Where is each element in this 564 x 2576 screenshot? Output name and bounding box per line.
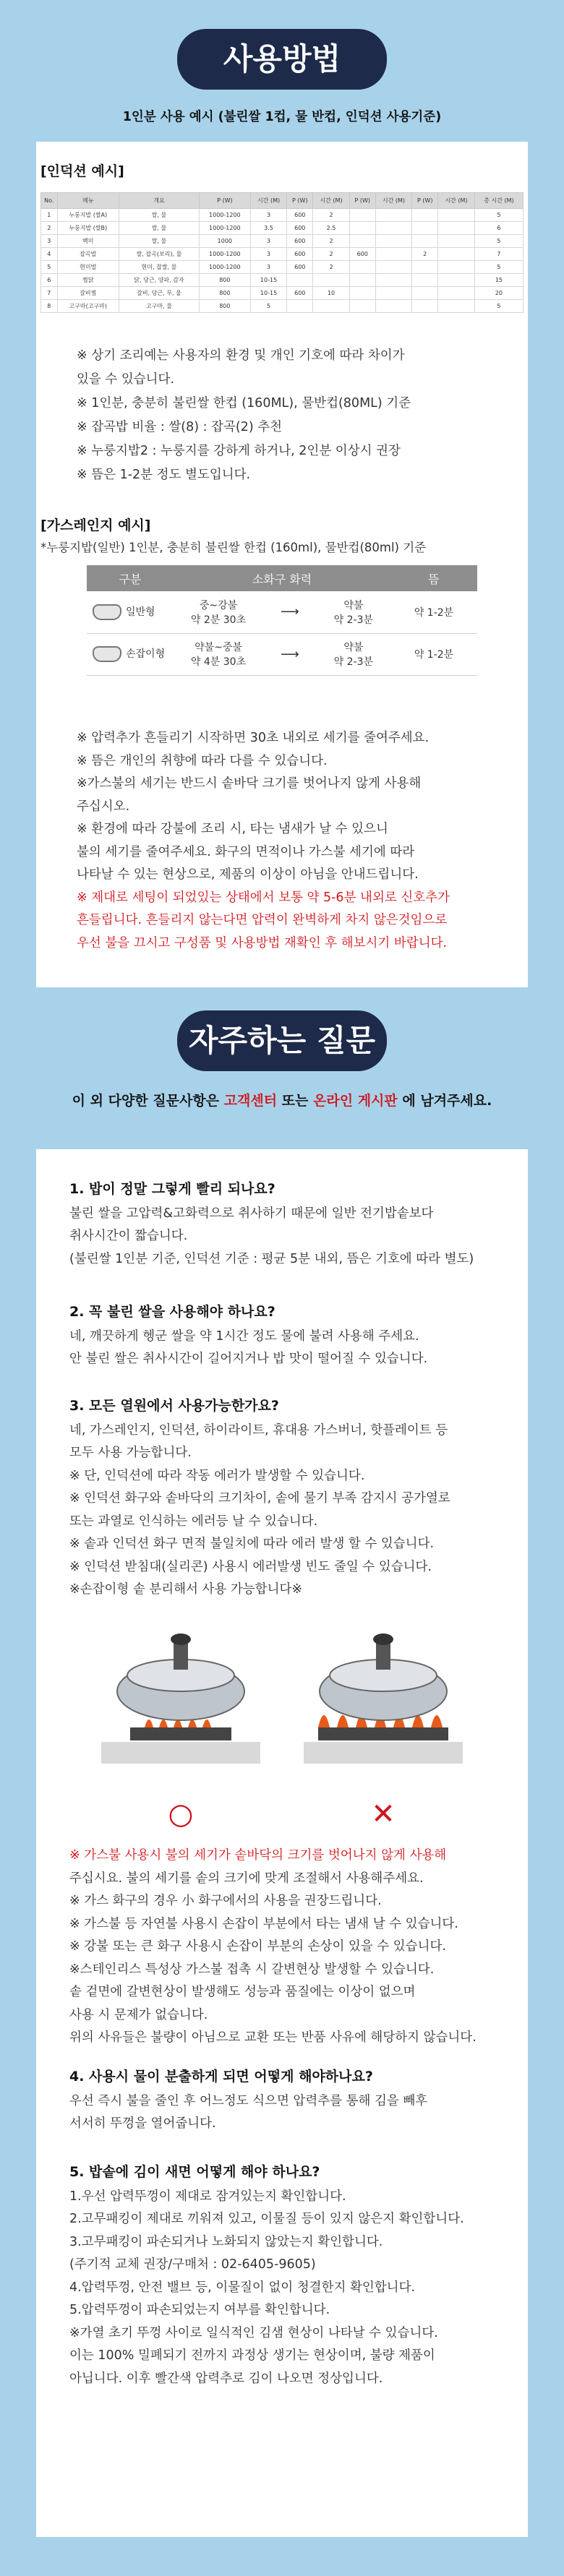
table-cell: 누룽지밥 (쌀A) xyxy=(57,209,119,222)
faq-answer-line: ※ 단, 인덕션에 따라 작동 에러가 발생할 수 있습니다. xyxy=(69,1468,365,1483)
cooker-note-line: 사용 시 문제가 없습니다. xyxy=(69,2007,208,2022)
faq-lead-text: 이 외 다양한 질문사항은 xyxy=(72,1093,224,1109)
gas-note-line: ※ 압력추가 흔들리기 시작하면 30초 내외로 세기를 줄여주세요. xyxy=(77,731,430,745)
table-cell: 600 xyxy=(287,209,313,222)
table-cell: 닭, 당근, 양파, 감자 xyxy=(119,274,199,287)
faq-answer-line: 우선 즉시 불을 줄인 후 어느정도 식으면 압력추를 통해 김을 빼후 xyxy=(69,2093,428,2108)
cooker-wrong-illustration xyxy=(304,1619,463,1771)
induction-notes xyxy=(77,344,411,487)
gas-note-line: 흔들립니다. 흔들리지 않는다면 압력이 완벽하게 차지 않은것임으로 xyxy=(77,913,448,927)
faq-question: 1. 밥이 정말 그렇게 빨리 되나요? xyxy=(69,1181,275,1197)
faq-lead-text: 또는 xyxy=(277,1093,314,1109)
table-cell: 2.5 xyxy=(313,222,350,235)
table-cell: 쌀, 잡곡(보리), 물 xyxy=(119,248,199,261)
table-row xyxy=(41,261,524,274)
faq-question: 4. 사용시 물이 분출하게 되면 어떻게 해야하나요? xyxy=(69,2069,373,2085)
table-cell: 2 xyxy=(313,209,350,222)
table-cell: 갈비찜 xyxy=(57,287,119,300)
table-cell: 8 xyxy=(41,300,58,313)
table-cell: 누룽지밥 (쌀B) xyxy=(57,222,119,235)
table-cell: 600 xyxy=(349,248,375,261)
table-cell: 1000-1200 xyxy=(200,222,251,235)
cooker-note-line: 위의 사유들은 불량이 아님으로 교환 또는 반품 사유에 해당하지 않습니다. xyxy=(69,2030,477,2045)
faq-answer-line: ※손잡이형 솥 분리해서 사용 가능합니다※ xyxy=(69,1582,303,1597)
gas-subtitle: *누룽지밥(일반) 1인분, 충분히 불린쌀 한컵 (160ml), 물반컵(80ml) 기준 xyxy=(40,541,427,554)
gas-note-line: ※가스불의 세기는 반드시 솥바닥 크기를 벗어나지 않게 사용해 xyxy=(77,776,422,791)
table-cell xyxy=(412,287,438,300)
gas-note-line: 불의 세기를 줄여주세요. 화구의 면적이나 가스불 세기에 따라 xyxy=(77,844,415,859)
table-header-cell: 메뉴 xyxy=(57,193,119,209)
faq-answer-line: 네, 깨끗하게 헹군 쌀을 약 1시간 정도 물에 불려 사용해 주세요. xyxy=(69,1328,419,1344)
table-cell xyxy=(438,248,475,261)
arrow-right-icon: ⟶ xyxy=(280,646,299,662)
cooker-note-line: ※ 강불 또는 큰 화구 사용시 손잡이 부분의 손상이 있을 수 있습니다. xyxy=(69,1939,446,1954)
gas-note-line: 주십시오. xyxy=(77,799,130,814)
table-cell: 10-15 xyxy=(250,287,287,300)
table-cell: 2 xyxy=(41,222,58,235)
table-header-cell: P (W) xyxy=(349,193,375,209)
table-cell xyxy=(375,261,412,274)
table-cell: 갈비, 당근, 무, 물 xyxy=(119,287,199,300)
induction-note-line: 있을 수 있습니다. xyxy=(77,372,175,387)
cooker-note-line: ※스테인리스 특성상 가스불 접촉 시 갈변현상 발생할 수 있습니다. xyxy=(69,1962,435,1977)
induction-note-line: ※ 1인분, 충분히 불린쌀 한컵 (160ML), 물반컵(80ML) 기준 xyxy=(77,396,411,411)
table-cell xyxy=(375,222,412,235)
faq-answer-line: 서서히 뚜껑을 열어줍니다. xyxy=(69,2116,216,2131)
table-cell: 6 xyxy=(41,274,58,287)
table-cell xyxy=(313,300,350,313)
table-cell: 15 xyxy=(474,274,523,287)
faq-answer-line: 이는 100% 밀폐되기 전까지 과정상 생기는 현상이며, 불량 제품이 xyxy=(69,2348,435,2363)
faq-answer-line: ※ 솥과 인덕션 화구 면적 불일치에 따라 에러 발생 할 수 있습니다. xyxy=(69,1537,435,1551)
table-cell: 10 xyxy=(313,287,350,300)
table-cell: 600 xyxy=(287,261,313,274)
gas-title: [가스레인지 예시] xyxy=(40,518,151,533)
faq-item-1 xyxy=(69,1178,474,1271)
table-cell xyxy=(375,300,412,313)
cooker-note-line: ※ 가스 화구의 경우 小 화구에서의 사용을 권장드립니다. xyxy=(69,1894,382,1908)
cooker-note-line: 주십시요. 불의 세기를 솥의 크기에 맞게 조절해서 사용해주세요. xyxy=(69,1871,424,1886)
gas-table xyxy=(87,565,477,676)
gas-flame-cell xyxy=(174,591,390,633)
table-cell xyxy=(412,222,438,235)
gas-row xyxy=(87,591,477,633)
gas-notes xyxy=(77,727,450,955)
faq-answer xyxy=(69,2186,464,2391)
faq-answer-line: 불린 쌀을 고압력&고화력으로 취사하기 때문에 일반 전기밥솥보다 xyxy=(69,1206,434,1221)
table-cell: 1000 xyxy=(200,235,251,248)
table-cell: 600 xyxy=(287,222,313,235)
gas-step1-time: 약 4분 30초 xyxy=(190,656,247,668)
gas-row xyxy=(87,633,477,675)
gas-type-cell xyxy=(87,591,174,633)
table-cell: 3 xyxy=(250,235,287,248)
table-header-cell: 시간 (M) xyxy=(250,193,287,209)
faq-answer-line: ※ 인덕션 받침대(실리콘) 사용시 에러발생 빈도 줄일 수 있습니다. xyxy=(69,1559,432,1574)
table-cell: 고구마(고구마) xyxy=(57,300,119,313)
table-row xyxy=(41,235,524,248)
gas-note-line: ※ 환경에 따라 강불에 조리 시, 타는 냄새가 날 수 있으니 xyxy=(77,822,388,836)
table-header-cell: 시간 (M) xyxy=(438,193,475,209)
gas-type: 손잡이형 xyxy=(126,648,166,660)
table-cell: 2 xyxy=(313,235,350,248)
gas-header-rest: 뜸 xyxy=(390,565,477,591)
faq-answer-line: (불린쌀 1인분 기준, 인덕션 기준 : 평균 5분 내외, 뜸은 기호에 따라 별도) xyxy=(69,1251,474,1266)
faq-lead-text: 에 남겨주세요. xyxy=(397,1093,492,1109)
faq-answer-line: 5.압력뚜껑이 파손되었는지 여부를 확인합니다. xyxy=(69,2303,330,2317)
faq-question: 5. 밥솥에 김이 새면 어떻게 해야 하나요? xyxy=(69,2164,320,2180)
cross-ng-icon: ✕ xyxy=(371,1798,396,1831)
table-cell xyxy=(349,261,375,274)
table-header-cell: P (W) xyxy=(412,193,438,209)
table-cell xyxy=(375,287,412,300)
table-cell: 잡곡밥 xyxy=(57,248,119,261)
table-cell xyxy=(375,248,412,261)
cooker-note-line: 솥 겉면에 갈변현상이 발생해도 성능과 품질에는 이상이 없으며 xyxy=(69,1985,416,1999)
induction-title: [인덕션 예시] xyxy=(40,163,124,179)
table-cell: 5 xyxy=(474,235,523,248)
faq-answer-line: 취사시간이 짧습니다. xyxy=(69,1229,188,1243)
table-cell xyxy=(349,287,375,300)
faq-answer-line: 모두 사용 가능합니다. xyxy=(69,1446,192,1460)
table-cell: 7 xyxy=(41,287,58,300)
table-cell: 600 xyxy=(287,235,313,248)
gas-cooker-notes xyxy=(69,1845,477,2050)
customer-center-link[interactable]: 고객센터 xyxy=(223,1093,278,1109)
faq-answer-line: 아닙니다. 이후 빨간색 압력추로 김이 나오면 정상입니다. xyxy=(69,2371,383,2386)
table-cell: 쌀, 물 xyxy=(119,209,199,222)
gas-rest: 약 1-2분 xyxy=(390,633,477,675)
faq-answer xyxy=(69,1326,427,1371)
table-cell: 고구마, 물 xyxy=(119,300,199,313)
table-cell: 5 xyxy=(41,261,58,274)
table-cell xyxy=(412,274,438,287)
table-cell: 3 xyxy=(250,261,287,274)
table-cell: 찜닭 xyxy=(57,274,119,287)
table-cell xyxy=(349,209,375,222)
table-row xyxy=(41,209,524,222)
table-cell: 600 xyxy=(287,287,313,300)
table-header-cell: 총 시간 (M) xyxy=(474,193,523,209)
table-row xyxy=(41,274,524,287)
table-cell: 2 xyxy=(412,248,438,261)
faq-item-4 xyxy=(69,2066,427,2136)
faq-question: 2. 꼭 불린 쌀을 사용해야 하나요? xyxy=(69,1304,275,1320)
gas-type: 일반형 xyxy=(126,606,155,618)
table-cell: 1000-1200 xyxy=(200,248,251,261)
table-cell: 800 xyxy=(200,274,251,287)
table-cell xyxy=(375,235,412,248)
table-row xyxy=(41,248,524,261)
table-row xyxy=(41,300,524,313)
table-cell: 6 xyxy=(474,222,523,235)
table-cell: 600 xyxy=(287,248,313,261)
table-cell xyxy=(438,235,475,248)
gas-type-cell xyxy=(87,633,174,675)
faq-title: 자주하는 질문 xyxy=(188,1023,376,1058)
gas-rest: 약 1-2분 xyxy=(390,591,477,633)
usage-title: 사용방법 xyxy=(223,41,341,77)
induction-note-line: ※ 누룽지밥2 : 누룽지를 강하게 하거나, 2인분 이상시 권장 xyxy=(77,444,401,458)
table-cell: 5 xyxy=(474,209,523,222)
faq-answer xyxy=(69,2090,427,2136)
table-cell: 800 xyxy=(200,300,251,313)
gas-step2: 약불 xyxy=(343,599,364,611)
table-cell xyxy=(349,235,375,248)
gas-step1: 중~강불 xyxy=(199,599,238,611)
table-header-cell: No. xyxy=(41,193,58,209)
table-cell xyxy=(375,274,412,287)
table-cell: 1000-1200 xyxy=(200,209,251,222)
faq-answer-line: ※ 인덕션 화구와 솥바닥의 크기차이, 솥에 물기 부족 감지시 공가열로 xyxy=(69,1491,450,1506)
usage-subtitle: 1인분 사용 예시 (불린쌀 1컵, 물 반컵, 인덕션 사용기준) xyxy=(122,110,442,124)
table-cell: 4 xyxy=(41,248,58,261)
gas-step1-time: 약 2분 30초 xyxy=(190,614,247,626)
faq-answer-line: 3.고무패킹이 파손되거나 노화되지 않았는지 확인합니다. xyxy=(69,2234,383,2249)
table-cell: 3 xyxy=(41,235,58,248)
induction-note-line: ※ 상기 조리예는 사용자의 환경 및 개인 기호에 따라 차이가 xyxy=(77,348,405,363)
pot-icon xyxy=(93,604,121,620)
cooker-correct-illustration xyxy=(101,1619,260,1771)
gas-note-line: ※ 제대로 세팅이 되었있는 상태에서 보통 약 5-6분 내외로 신호추가 xyxy=(77,890,450,905)
circle-ok-icon: ○ xyxy=(168,1798,194,1831)
table-cell xyxy=(438,222,475,235)
table-cell xyxy=(313,274,350,287)
table-cell: 1 xyxy=(41,209,58,222)
table-cell: 현미밥 xyxy=(57,261,119,274)
faq-answer-line: 4.압력뚜껑, 안전 밸브 등, 이물질이 없이 청결한지 확인합니다. xyxy=(69,2280,416,2295)
table-cell xyxy=(349,222,375,235)
online-board-link[interactable]: 온라인 게시판 xyxy=(313,1093,398,1109)
faq-answer xyxy=(69,1203,474,1271)
gas-header-flame: 소화구 화력 xyxy=(174,565,390,591)
table-cell xyxy=(438,300,475,313)
gas-note-line: 우선 불을 끄시고 구성품 및 사용방법 재확인 후 해보시기 바랍니다. xyxy=(77,935,448,950)
faq-answer-line: (주기적 교체 권장/구매처 : 02-6405-9605) xyxy=(69,2257,316,2272)
table-cell: 5 xyxy=(250,300,287,313)
gas-step2-time: 약 2-3분 xyxy=(333,656,374,668)
gas-note-line: 나타날 수 있는 현상으로, 제품의 이상이 아님을 안내드립니다. xyxy=(77,867,419,882)
table-cell: 10-15 xyxy=(250,274,287,287)
table-cell: 5 xyxy=(474,300,523,313)
table-header-cell: 시간 (M) xyxy=(375,193,412,209)
table-cell xyxy=(412,209,438,222)
induction-note-line: ※ 잡곡밥 비율 : 쌀(8) : 잡곡(2) 추천 xyxy=(77,420,283,434)
faq-title-badge xyxy=(177,1010,387,1071)
table-cell xyxy=(349,300,375,313)
gas-header-type: 구분 xyxy=(87,565,174,591)
table-cell xyxy=(375,209,412,222)
table-cell: 3 xyxy=(250,209,287,222)
table-cell: 3.5 xyxy=(250,222,287,235)
table-cell: 2 xyxy=(313,261,350,274)
cooker-note-line: ※ 가스불 등 자연불 사용시 손잡이 부분에서 타는 냄새 날 수 있습니다. xyxy=(69,1916,458,1931)
table-header-cell: 개요 xyxy=(119,193,199,209)
gas-flame-cell xyxy=(174,633,390,675)
table-cell xyxy=(412,300,438,313)
table-cell: 쌀, 물 xyxy=(119,222,199,235)
table-cell: 5 xyxy=(474,261,523,274)
table-row xyxy=(41,222,524,235)
table-cell xyxy=(438,209,475,222)
table-cell xyxy=(438,274,475,287)
faq-answer-line: 네, 가스레인지, 인덕션, 하이라이트, 휴대용 가스버너, 핫플레이트 등 xyxy=(69,1422,448,1438)
table-cell: 20 xyxy=(474,287,523,300)
gas-step2-time: 약 2-3분 xyxy=(333,614,374,626)
gas-step2: 약불 xyxy=(343,642,364,653)
table-cell xyxy=(287,274,313,287)
table-cell xyxy=(412,235,438,248)
table-cell: 800 xyxy=(200,287,251,300)
gas-note-line: ※ 뜸은 개인의 취향에 따라 다를 수 있습니다. xyxy=(77,753,328,768)
induction-recipe-table xyxy=(40,192,524,313)
table-row xyxy=(41,287,524,300)
table-cell xyxy=(412,261,438,274)
gas-step1: 약불~중불 xyxy=(195,642,242,653)
faq-lead xyxy=(0,1090,564,1109)
induction-note-line: ※ 뜸은 1-2분 정도 별도입니다. xyxy=(77,468,251,482)
table-cell: 쌀, 물 xyxy=(119,235,199,248)
faq-answer-line: ※가열 초기 뚜껑 사이로 일식적인 김샘 현상이 나타날 수 있습니다. xyxy=(69,2325,438,2340)
faq-item-5 xyxy=(69,2161,464,2390)
faq-answer xyxy=(69,1420,450,1602)
cooker-note-line: ※ 가스불 사용시 불의 세기가 솥바닥의 크기를 벗어나지 않게 사용해 xyxy=(69,1848,447,1863)
table-header-cell: P (W) xyxy=(200,193,251,209)
faq-answer-line: 2.고무패킹이 제대로 끼워져 있고, 이물질 등이 있지 않은지 확인합니다. xyxy=(69,2212,464,2226)
table-cell xyxy=(438,287,475,300)
faq-item-2 xyxy=(69,1301,427,1371)
table-header-cell: P (W) xyxy=(287,193,313,209)
faq-question: 3. 모든 열원에서 사용가능한가요? xyxy=(69,1398,279,1414)
pot-icon xyxy=(93,646,121,662)
table-cell: 1000-1200 xyxy=(200,261,251,274)
faq-answer-line: 1.우선 압력뚜껑이 제대로 잠겨있는지 확인합니다. xyxy=(69,2189,346,2204)
table-cell: 2 xyxy=(313,248,350,261)
table-cell: 3 xyxy=(250,248,287,261)
arrow-right-icon: ⟶ xyxy=(280,604,299,620)
table-cell: 현미, 찹쌀, 물 xyxy=(119,261,199,274)
faq-answer-line: 또는 과열로 인식하는 에러등 날 수 있습니다. xyxy=(69,1514,318,1529)
table-cell xyxy=(438,261,475,274)
table-header-cell: 시간 (M) xyxy=(313,193,350,209)
table-cell: 7 xyxy=(474,248,523,261)
usage-title-badge xyxy=(177,29,387,90)
faq-item-3 xyxy=(69,1395,450,1602)
table-cell: 백미 xyxy=(57,235,119,248)
faq-answer-line: 안 불린 쌀은 취사시간이 길어지거나 밥 맛이 떨어질 수 있습니다. xyxy=(69,1352,428,1366)
table-cell xyxy=(287,300,313,313)
table-cell xyxy=(349,274,375,287)
